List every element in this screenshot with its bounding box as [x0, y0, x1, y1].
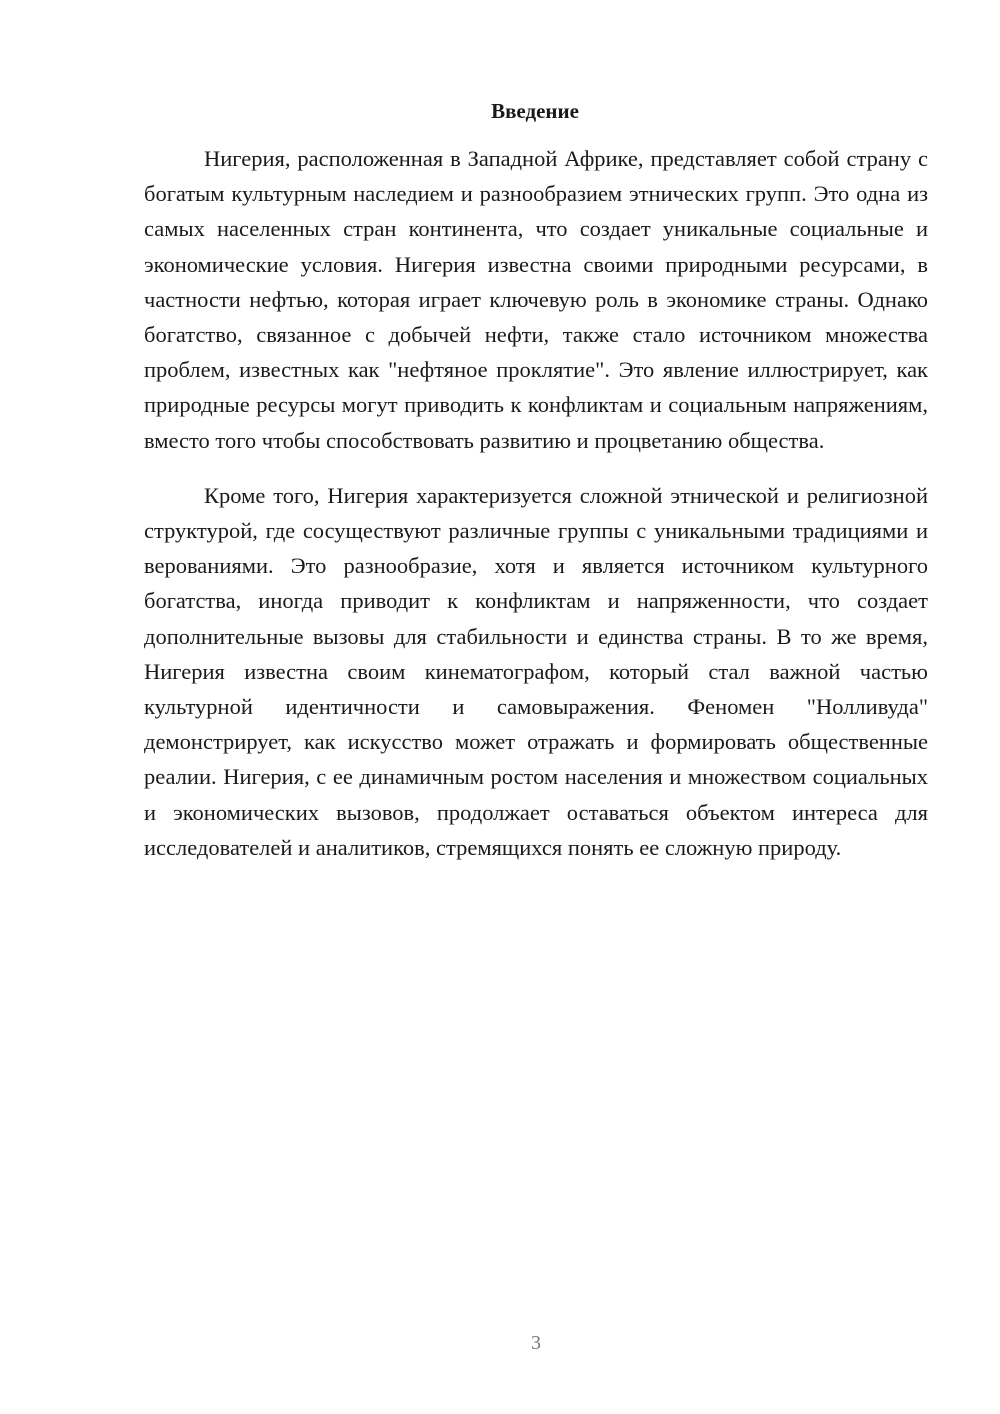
- paragraph-ethnic-structure: Кроме того, Нигерия характеризуется сложной этнической и религиозной структурой, где сосуществуют различные группы с уникальными традициями и верованиями. Это разнообразие, хотя и является источником культурного богатства, иногда приводит к конфликтам и напряженности, что создает дополнительные вызовы для стабильности и единства страны. В то же время, Нигерия известна своим кинематографом, который стал важной частью культурной идентичности и самовыражения. Феномен "Нолливуда" демонстрирует, как искусство может отражать и формировать общественные реалии. Нигерия, с ее динамичным ростом населения и множеством социальных и экономических вызовов, продолжает оставаться объектом интереса для исследователей и аналитиков, стремящихся понять ее сложную природу.: [144, 482, 928, 860]
- paragraph-intro: Нигерия, расположенная в Западной Африке, представляет собой страну с богатым культурным наследием и разнообразием этнических групп. Это одна из самых населенных стран континента, что создает уникальные социальные и экономические условия. Нигерия известна своими природными ресурсами, в частности нефтью, которая играет ключевую роль в экономике страны. Однако богатство, связанное с добычей нефти, также стало источником множества проблем, известных как "нефтяное проклятие". Это явление иллюстрирует, как природные ресурсы могут приводить к конфликтам и социальным напряжениям, вместо того чтобы способствовать развитию и процветанию общества.: [144, 146, 928, 453]
- section-heading: Введение: [491, 99, 579, 123]
- body-text: [144, 141, 928, 885]
- page-number: 3: [531, 1332, 541, 1354]
